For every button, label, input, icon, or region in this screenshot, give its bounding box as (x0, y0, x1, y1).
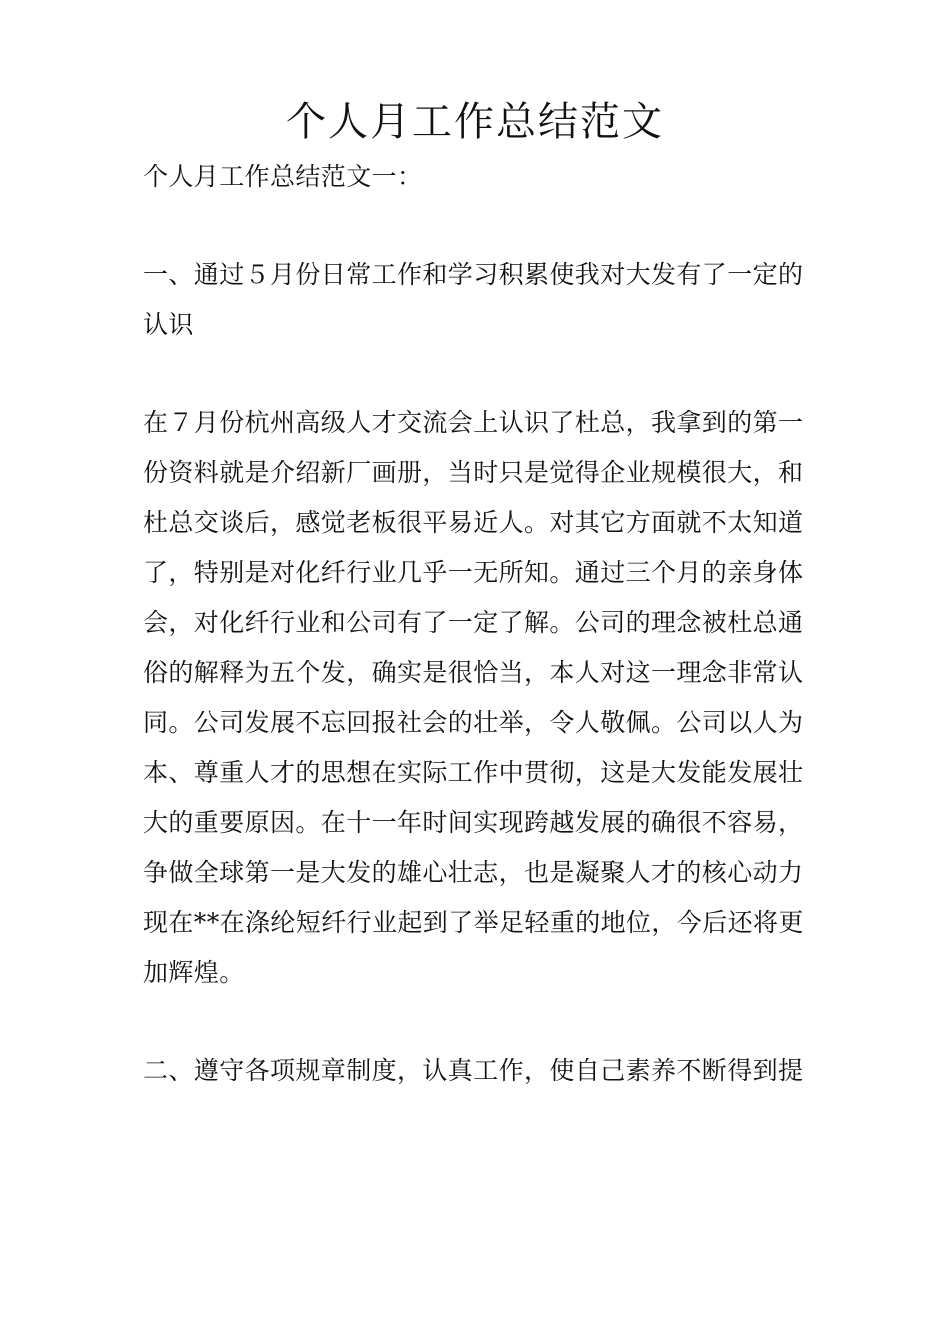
paragraph1-line-11: 现在**在涤纶短纤行业起到了举足轻重的地位，今后还将更 (143, 908, 804, 937)
paragraph1-line-12: 加辉煌。 (143, 958, 245, 987)
paragraph1-line-2: 份资料就是介绍新厂画册，当时只是觉得企业规模很大，和 (143, 458, 804, 487)
paragraph1-line-1: 在７月份杭州高级人才交流会上认识了杜总，我拿到的第一 (143, 408, 804, 437)
paragraph1-line-6: 俗的解释为五个发，确实是很恰当，本人对这一理念非常认 (143, 658, 804, 687)
section1-heading-line-1: 一、通过５月份日常工作和学习积累使我对大发有了一定的 (143, 260, 804, 289)
document-title: 个人月工作总结范文 (286, 99, 664, 145)
paragraph1-line-8: 本、尊重人才的思想在实际工作中贯彻，这是大发能发展壮 (143, 758, 804, 787)
paragraph1-line-10: 争做全球第一是大发的雄心壮志，也是凝聚人才的核心动力 (143, 858, 804, 887)
paragraph1-line-3: 杜总交谈后，感觉老板很平易近人。对其它方面就不太知道 (143, 508, 804, 537)
paragraph1-line-5: 会，对化纤行业和公司有了一定了解。公司的理念被杜总通 (143, 608, 804, 637)
paragraph1-line-9: 大的重要原因。在十一年时间实现跨越发展的确很不容易， (143, 808, 804, 837)
section1-heading-line-2: 认识 (143, 310, 194, 339)
paragraph1-line-7: 同。公司发展不忘回报社会的壮举，令人敬佩。公司以人为 (143, 708, 804, 737)
paragraph1-line-4: 了，特别是对化纤行业几乎一无所知。通过三个月的亲身体 (143, 558, 804, 587)
section2-heading-line-1: 二、遵守各项规章制度，认真工作，使自己素养不断得到提 (143, 1056, 804, 1085)
document-subtitle: 个人月工作总结范文一： (143, 162, 423, 191)
